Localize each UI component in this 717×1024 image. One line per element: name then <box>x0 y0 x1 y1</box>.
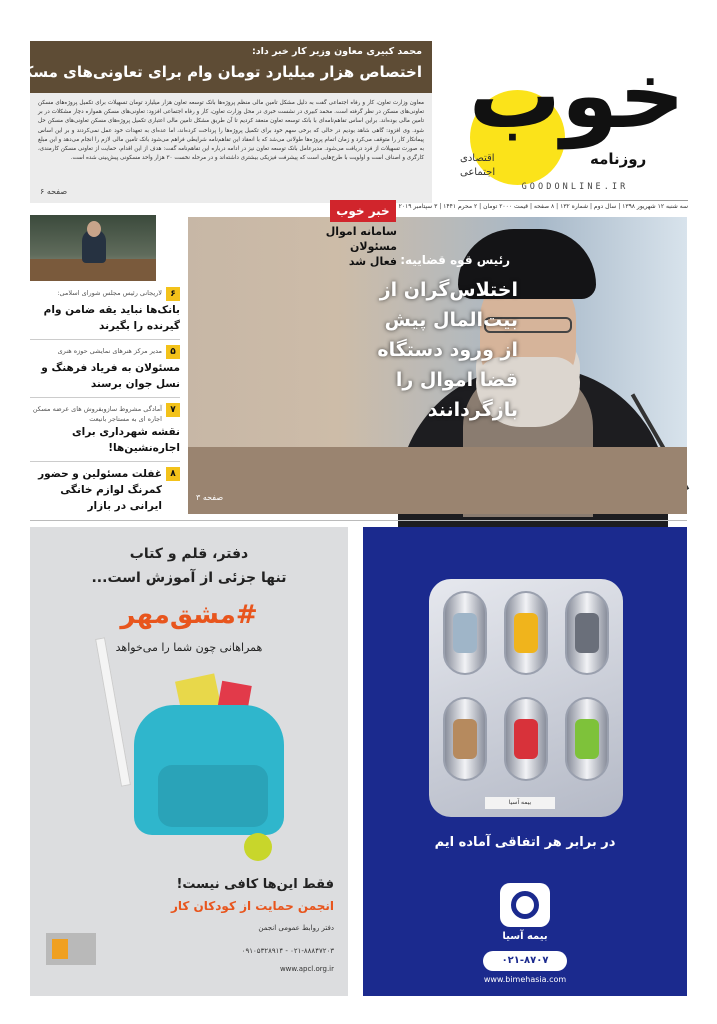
side-item-kicker: آمادگی مشروط سازوبفروش های عرضه مسکن اجاره ای به مستاجر بانیعت <box>32 405 162 423</box>
side-photo <box>30 215 156 281</box>
photo-desk <box>188 447 687 514</box>
good-news-text[interactable]: سامانه اموال مسئولان فعال شد <box>325 225 397 268</box>
ad-left-office: دفتر روابط عمومی انجمن <box>258 924 334 932</box>
pill-capsule <box>565 697 609 781</box>
ad-left-line3: همراهانی چون شما را می‌خواهد <box>115 641 263 654</box>
org-logo-icon <box>52 939 68 959</box>
ad-right-slogan: در برابر هر اتفاقی آماده ایم <box>434 835 616 850</box>
masthead-title: خوب <box>468 42 685 149</box>
ad-left-footer-headline: فقط این‌ها کافی نیست! <box>176 877 334 892</box>
ad-left-line2: تنها جزئی از آموزش است... <box>91 570 287 586</box>
side-item-page-number: ۸ <box>166 467 180 481</box>
main-story-headline[interactable]: اختلاس‌گران از بیت‌المال پیش از ورود دستگاه قضا اموال را بازگردانند <box>377 279 518 421</box>
hard-hat-icon <box>514 613 538 653</box>
main-story-page-ref[interactable]: صفحه ۳ <box>196 493 224 502</box>
masthead-url[interactable]: GOODONLINE.IR <box>521 182 629 192</box>
masthead-tags <box>460 152 550 180</box>
side-item-page-number: ۵ <box>166 345 180 359</box>
top-story-body: معاون وزارت تعاون، کار و رفاه اجتماعی گفت به دلیل مشکل تامین مالی منظم پروژه‌ها بانک توسعه تعاون هزار میلیارد تومان تسهیلات برای تکمیل پروژه‌های مسکن تعاونی‌های مسکن در نظر گرفته است. محمد کبیری در نشست خبری در محل وزارت تعاون، کار و رفاه اجتماعی افزود: تعاونی‌های مسکن همواره دچار مشکلات در بر تامین مالی بوده‌اند. براین اساس تفاهم‌نامه‌ای با بانک توسعه تعاون منعقد کردیم تا آن طریق مشکل تامین مالی اعتباری تکمیل پروژه‌های مسکن تعاونی‌های مسکن حل شود. وی افزود: گاهی شاهد بودیم در حالی که برخی سهم خود برای تکمیل پروژه‌ها را پرداخت کرده‌اند، اما عده‌ای به تعهدات خود عمل نمی‌کردند و بر این اساس پیمانکار کار را متوقف می‌کرد و زمان اتمام پروژه‌ها طولانی می‌شد که با انعقاد این تفاهم‌نامه شرایطی فراهم می‌شود بانک تامین مالی لازم را انجام می‌دهد و این مبلغ به صورت تسهیلات از فرد دریافت می‌شود. مدیرعامل بانک توسعه تعاون نیز در ادامه درباره این تفاهم‌نامه گفت: هدف از این اقدام، حمایت از تعاونی مسکن کارمندی، کارگری و اصناف است و اولویت با طرح‌هایی است که پیشرفت فیزیکی بیشتری داشته‌اند و در مرحله نخست ۳۰ هزار واحد مسکونی پیش‌بینی شده است. <box>38 100 424 162</box>
pill-capsule <box>443 697 487 781</box>
car-icon <box>575 719 599 759</box>
good-news-badge: خبر خوب <box>330 200 396 222</box>
school-campaign-ad[interactable] <box>30 527 348 996</box>
side-item-kicker: لاریجانی رئیس مجلس شورای اسلامی: <box>57 289 162 297</box>
pill-capsule <box>443 591 487 675</box>
side-photo-head <box>87 221 101 237</box>
list-item[interactable] <box>30 402 180 462</box>
list-item[interactable] <box>30 466 180 526</box>
ad-left-url[interactable]: www.apcl.org.ir <box>279 965 334 973</box>
apple-graphic <box>244 833 272 861</box>
masthead-divider <box>458 200 688 201</box>
section-divider <box>30 520 687 521</box>
pill-blister-graphic <box>429 579 623 817</box>
main-photo <box>188 217 687 514</box>
pill-capsule <box>565 591 609 675</box>
top-story-kicker: محمد کبیری معاون وزیر کار خبر داد: <box>251 46 422 57</box>
ad-right-url[interactable]: www.bimehasia.com <box>483 975 567 984</box>
ad-left-phone[interactable]: ۰۲۱-۸۸۸۴۷۲۰۳ - ۰۹۱۰۵۳۲۸۹۱۴ <box>241 947 334 955</box>
ruler-graphic <box>95 637 131 786</box>
asia-insurance-logo-icon <box>511 891 539 919</box>
stethoscope-icon <box>575 613 599 653</box>
masthead-tag-social: اجتماعی <box>460 167 496 178</box>
top-story-page-ref[interactable]: صفحه ۶ <box>40 187 68 196</box>
main-story-kicker: رئیس قوه قضاییه: <box>400 253 510 267</box>
side-item-kicker: مدیر مرکز هنرهای نمایشی حوزه هنری <box>57 347 162 355</box>
top-story[interactable] <box>11 41 432 203</box>
top-story-header <box>11 41 432 93</box>
side-item-title[interactable]: نقشه شهرداری برای اجاره‌نشین‌ها! <box>71 426 180 454</box>
side-item-title[interactable]: مسئولان به فریاد فرهنگ و نسل جوان برسند <box>41 362 180 390</box>
ad-right-brand-name: بیمه آسیا <box>502 931 548 942</box>
insurance-ad[interactable] <box>363 527 687 996</box>
backpack-pocket-graphic <box>158 765 268 827</box>
pill-capsule <box>504 591 548 675</box>
masthead <box>460 40 690 200</box>
masthead-dateline: سه شنبه ۱۲ شهریور ۱۳۹۸ | سال دوم | شماره ۱۳۲ | ۸ صفحه | قیمت ۲۰۰۰ تومان | ۲ محرم ۱۴۴۱ | ۳ سپتامبر ۲۰۱۹ <box>398 203 688 210</box>
masthead-subtitle: روزنامه <box>590 150 647 168</box>
side-news-list <box>30 286 180 530</box>
side-item-title[interactable]: بانک‌ها نباید یقه ضامن وام گیرنده را بگیرند <box>43 304 180 332</box>
side-item-page-number: ۶ <box>166 287 180 301</box>
blister-brand-label: بیمه آسیا <box>485 797 555 809</box>
list-item[interactable] <box>30 286 180 340</box>
ad-left-hashtag[interactable]: #مشق‌مهر <box>120 600 258 630</box>
list-item[interactable] <box>30 344 180 398</box>
airplane-icon <box>453 613 477 653</box>
side-item-title[interactable]: غفلت مسئولین و حضور کمرنگ لوازم خانگی ایرانی در بازار <box>38 468 162 512</box>
ad-left-org-name: انجمن حمایت از کودکان کار <box>170 899 334 913</box>
masthead-tag-economic: اقتصادی <box>460 153 495 164</box>
top-story-title[interactable]: اختصاص هزار میلیارد تومان وام برای تعاونی‌های مسکن <box>11 63 422 81</box>
ad-right-phone[interactable]: ۰۲۱-۸۷۰۷ <box>483 951 567 971</box>
side-item-page-number: ۷ <box>166 403 180 417</box>
ad-left-line1: دفتر، قلم و کتاب <box>129 546 249 562</box>
suitcase-icon <box>514 719 538 759</box>
pill-capsule <box>504 697 548 781</box>
house-icon <box>453 719 477 759</box>
